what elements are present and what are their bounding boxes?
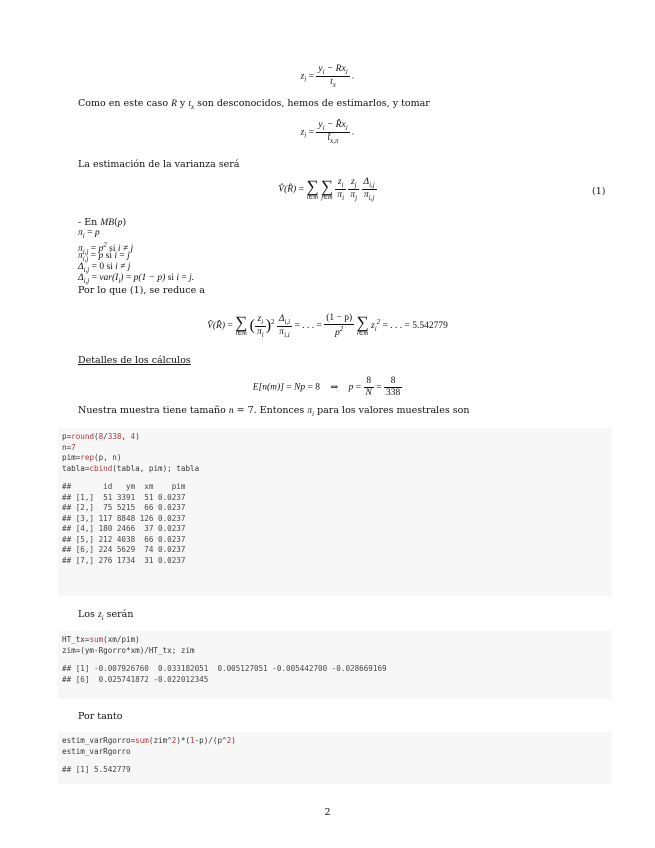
equation-zi: $z_i$ = $\frac{y_i - Rx_i}{t_x}$ . [300, 64, 355, 89]
cond-pi-ij-ne: $\pi_{i,j} = p^2$ si i ≠ j [78, 240, 134, 256]
output-row: ## [2,] 75 5215 66 0.0237 [62, 503, 186, 512]
variance-intro: La estimación de la varianza será [78, 159, 240, 170]
code-line: HT_tx=sum(xm/pim) [62, 635, 140, 644]
equation-variance: V̂(R̂) = ∑ i∈m ∑ j∈m $\frac{z_i}{\pi_i}$ $\frac{z_j}{\pi_j}$ $\frac{\Delta_{i,j}}{\pi_{i,j}}$ [278, 176, 375, 202]
mb-conditions [78, 217, 205, 296]
sample-sentence: Nuestra muestra tiene tamaño n = 7. Entonces $\pi_i$ para los valores muestrales son [78, 405, 470, 418]
output-row: ## [1,] 51 3391 51 0.0237 [62, 492, 186, 502]
output-row: ## [6,] 224 5629 74 0.0237 [62, 545, 186, 554]
code-line: estim_varRgorro=sum(zim^2)*(1-p)/(p^2) [62, 736, 236, 745]
equation-number: (1) [592, 186, 606, 197]
code-line: pim=rep(p, n) [62, 453, 122, 462]
page-number: 2 [324, 807, 331, 818]
code-line: zim=(ym-Rgorro*xm)/HT_tx; zim [62, 645, 195, 655]
code-line: p=round(8/338, 4) [62, 432, 140, 441]
output-row: ## [3,] 117 8848 126 0.0237 [62, 513, 186, 523]
equation-reduced: V̂(R̂) = ∑ i∈m ( $\frac{z_i}{\pi_i}$ )$^2$ $\frac{\Delta_{i,i}}{\pi_{i,i}}$ = . . . = $\frac{(1 - p)}{p^2}$ ∑ i∈m $z_i^2$ = . . . = 5.542779 [207, 313, 448, 339]
code-line: estim_varRgorro [62, 746, 131, 756]
result-value: 5.542779 [412, 321, 448, 332]
output-row: ## [1] 5.542779 [62, 765, 131, 774]
code-block-3 [58, 732, 612, 784]
cond-pi-i: $\pi_i = p$ [78, 228, 100, 241]
detalles-heading: Detalles de los cálculos [78, 355, 191, 366]
code-line: n=7 [62, 442, 76, 452]
code-block-2 [58, 631, 612, 699]
output-row: ## [4,] 180 2466 37 0.0237 [62, 524, 186, 533]
equation-zi-estimated: $z_i$ = $\frac{y_i - R̂x_i}{t̂_{x,\pi}}$ . [300, 120, 355, 145]
cond-delta-eq: $\Delta_{i,j} = var(I_i) = p(1 - p)$ si i = j. [78, 273, 195, 286]
por-lo-que: Por lo que (1), se reduce a [78, 284, 205, 296]
output-row: ## [1] -0.007926760 0.033182051 0.005127051 -0.005442700 -0.028669169 [62, 664, 387, 673]
por-tanto: Por tanto [78, 711, 123, 722]
equation-expectation: E[n(m)] = Np = 8 ⇒ p = $\frac{8}{N}$ = $\frac{8}{338}$ [252, 376, 401, 398]
cond-pi-ij-eq: $\pi_{i,j} = p$ si i = j [78, 250, 130, 263]
intro-paragraph: Como en este caso R y $t_x$ son desconocidos, hemos de estimarlos, y tomar [78, 98, 430, 111]
output-header: ## id ym xm pim [62, 482, 186, 491]
code-block-1 [58, 428, 612, 596]
output-row: ## [6] 0.025741872 -0.022012345 [62, 674, 209, 684]
mb-header: - En MB(p) [78, 217, 127, 228]
output-row: ## [5,] 212 4038 66 0.0237 [62, 534, 186, 544]
code-line: tabla=cbind(tabla, pim); tabla [62, 463, 200, 473]
cond-delta-ne: $\Delta_{i,j} = 0$ si i ≠ j [78, 262, 131, 275]
zi-sentence: Los $z_i$ serán [78, 609, 134, 622]
output-row: ## [7,] 276 1734 31 0.0237 [62, 555, 186, 565]
